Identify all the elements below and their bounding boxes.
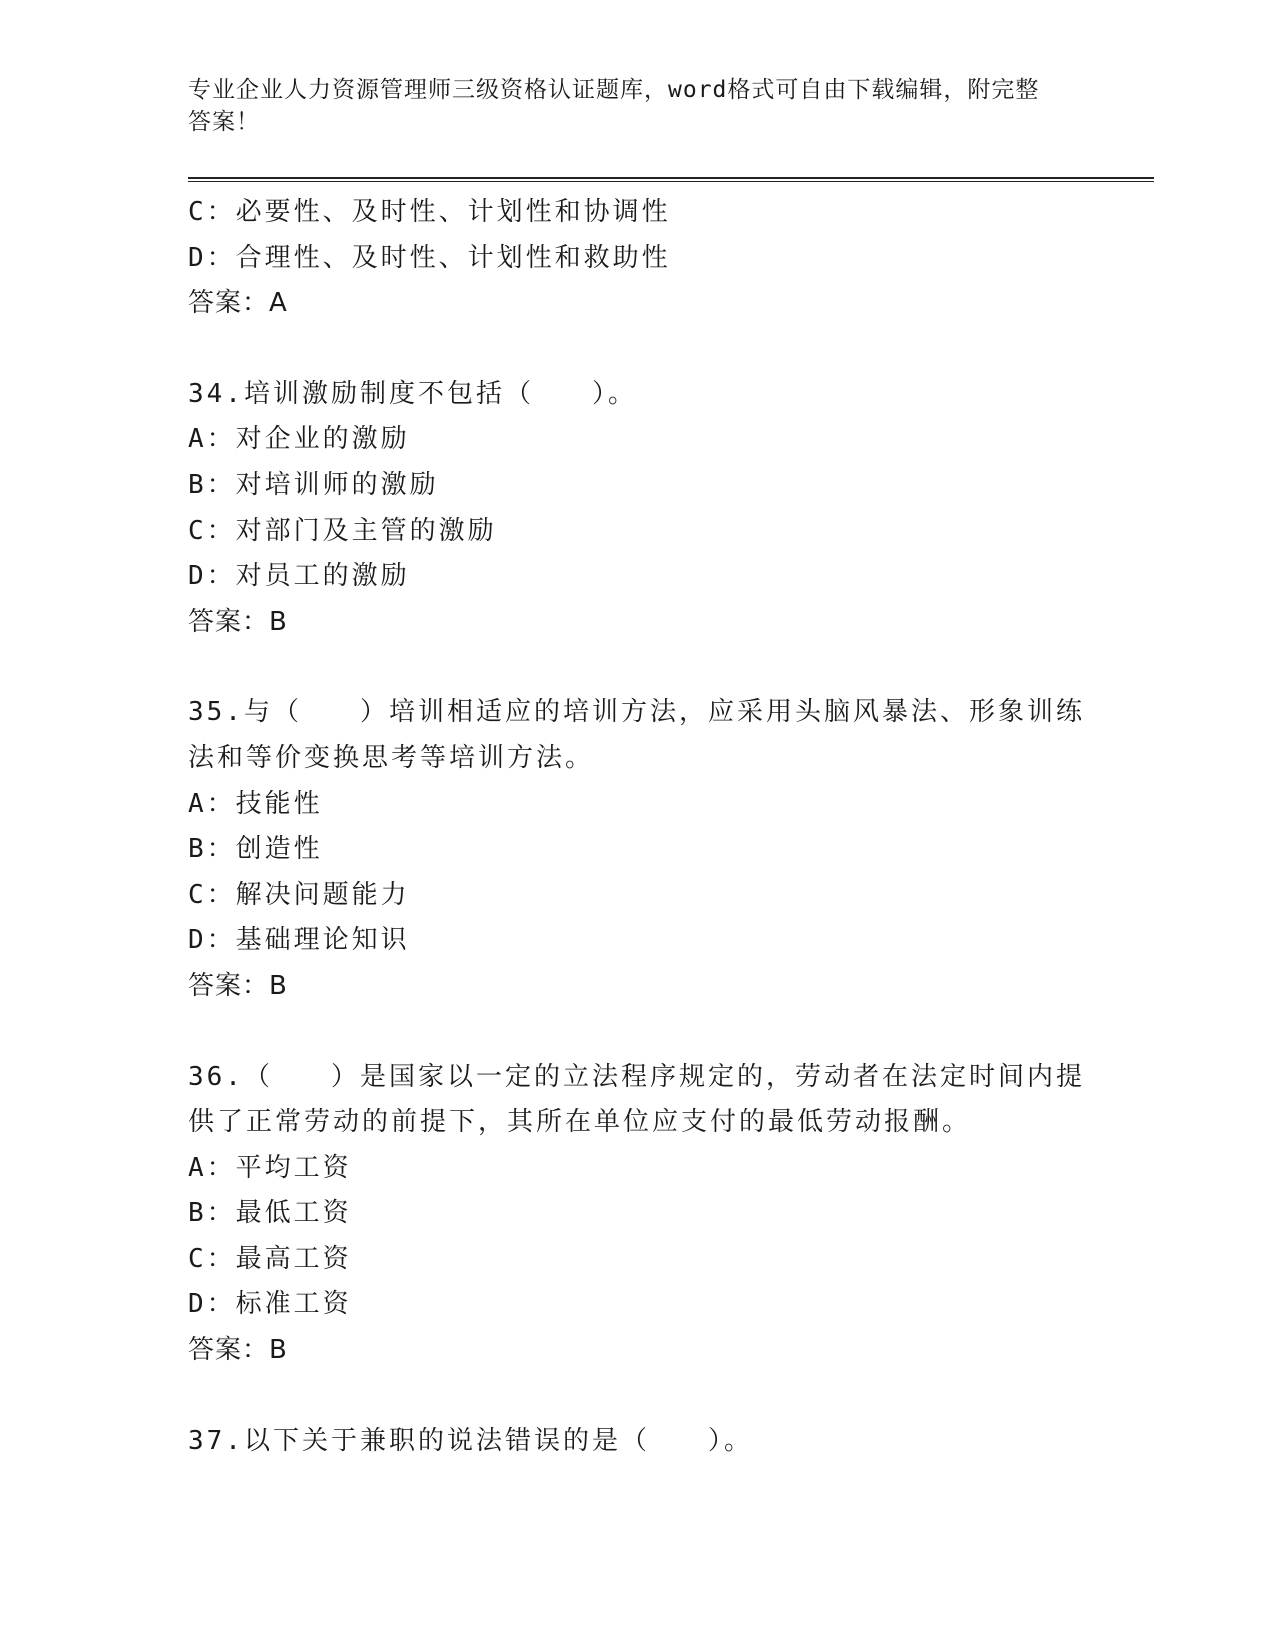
question-stem: 36.（ ）是国家以一定的立法程序规定的，劳动者在法定时间内提 <box>188 1061 1085 1092</box>
question-35 <box>188 690 1088 1009</box>
option-a: A：平均工资 <box>188 1152 352 1183</box>
question-stem-cont: 供了正常劳动的前提下，其所在单位应支付的最低劳动报酬。 <box>188 1107 972 1138</box>
question-36 <box>188 1055 1088 1374</box>
option-c: C：对部门及主管的激励 <box>188 515 497 546</box>
option-a: A：对企业的激励 <box>188 424 410 455</box>
document-body <box>188 190 1088 1464</box>
page-header <box>188 74 1068 138</box>
question-stem: 37.以下关于兼职的说法错误的是（ ）。 <box>188 1425 753 1456</box>
option-d: D：基础理论知识 <box>188 925 410 956</box>
answer-line: 答案：A <box>188 288 288 319</box>
option-b: B：创造性 <box>188 834 323 865</box>
header-line-2: 答案！ <box>188 109 260 135</box>
header-line-1: 专业企业人力资源管理师三级资格认证题库，word格式可自由下载编辑，附完整 <box>188 77 1040 103</box>
answer-line: 答案：B <box>188 970 288 1001</box>
option-b: B：最低工资 <box>188 1198 352 1229</box>
option-a: A：技能性 <box>188 788 323 819</box>
partial-question <box>188 190 1088 327</box>
question-34 <box>188 372 1088 646</box>
question-37 <box>188 1419 1088 1465</box>
option-d: D：标准工资 <box>188 1289 352 1320</box>
question-stem: 34.培训激励制度不包括（ ）。 <box>188 378 637 409</box>
question-stem: 35.与（ ）培训相适应的培训方法，应采用头脑风暴法、形象训练 <box>188 697 1085 728</box>
option-c: C：解决问题能力 <box>188 879 410 910</box>
option-d: D：对员工的激励 <box>188 561 410 592</box>
answer-line: 答案：B <box>188 606 288 637</box>
header-rule <box>188 177 1154 182</box>
option-b: B：对培训师的激励 <box>188 469 439 500</box>
question-stem-cont: 法和等价变换思考等培训方法。 <box>188 742 595 773</box>
option-d: D：合理性、及时性、计划性和救助性 <box>188 242 671 273</box>
answer-line: 答案：B <box>188 1335 288 1366</box>
option-c: C：最高工资 <box>188 1243 352 1274</box>
option-c: C：必要性、及时性、计划性和协调性 <box>188 197 671 227</box>
